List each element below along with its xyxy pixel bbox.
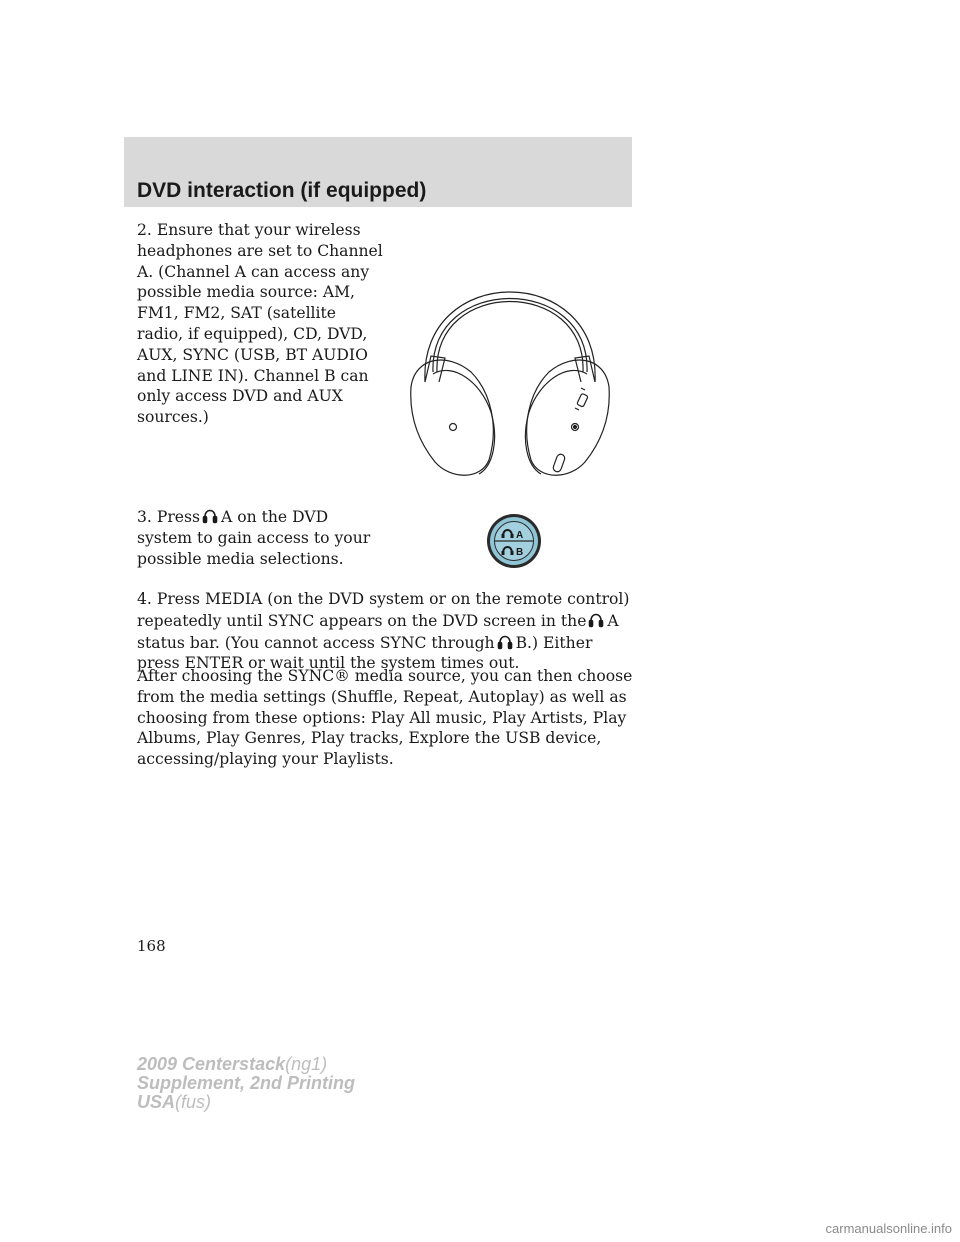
headphone-icon (202, 506, 218, 524)
headphone-icon (588, 610, 604, 628)
page-number: 168 (137, 937, 166, 955)
footer-line-2: Supplement, 2nd Printing (137, 1073, 356, 1093)
step-2-paragraph: 2. Ensure that your wireless headphones are set to Channel A. (Channel A can access any possible media source: AM, FM1, FM2, SAT (satellite radio, if equipped), CD, DVD, AUX, SYNC (USB, BT AUDIO and LINE IN). Channel B can only access DVD and AUX sources.) (137, 221, 383, 427)
document-footer (137, 1055, 355, 1112)
footer-model-code: (ng1) (285, 1054, 328, 1074)
footer-region-code: (fus) (175, 1092, 212, 1112)
after-choosing-paragraph: After choosing the SYNC® media source, you can then choose from the media settings (Shuffle, Repeat, Autoplay) as well as choosing from these options: Play All music, Play Artists, Play Albums, Play Genres, Play tracks, Explore the USB device, accessing/playing your Playlists. (137, 667, 633, 769)
footer-model: 2009 Centerstack (137, 1054, 286, 1074)
watermark: carmanualsonline.info (825, 1221, 952, 1236)
step-3-text-end: A on the DVD system to gain access to your possible media selections. (137, 508, 371, 568)
section-header (124, 137, 632, 207)
wireless-headphones-illustration (405, 222, 615, 484)
step-4-text-1: 4. Press MEDIA (on the DVD system or on the remote control) repeatedly until SYNC appears on the DVD screen in the (137, 590, 630, 630)
headphone-ab-button (486, 513, 542, 569)
ab-button-label-a: A (516, 530, 524, 541)
footer-line-1 (137, 1055, 355, 1074)
step-4-text-3: B.) Either press ENTER or wait until the system times out. (137, 633, 593, 673)
step-3-text-start: 3. Press (137, 508, 201, 526)
section-title: DVD interaction (if equipped) (137, 179, 427, 202)
footer-region: USA (137, 1092, 176, 1112)
headphone-icon (497, 632, 513, 650)
step-4-paragraph (137, 589, 637, 674)
step-3-paragraph (137, 506, 387, 569)
ab-button-label-b: B (516, 547, 524, 558)
step-4-text-2: A status bar. (You cannot access SYNC through (137, 611, 619, 652)
footer-line-3 (137, 1093, 355, 1112)
